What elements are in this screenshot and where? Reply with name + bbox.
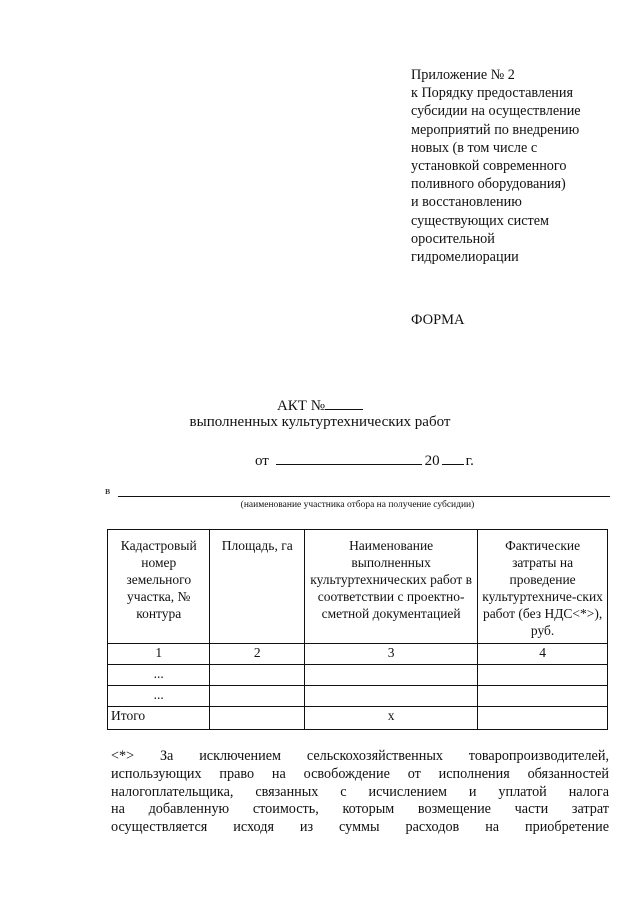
header-cadastral: Кадастровый номер земельного участка, № контура — [108, 530, 210, 644]
recipient-caption: (наименование участника отбора на получение субсидии) — [240, 500, 475, 510]
column-number: 2 — [210, 644, 305, 665]
column-number: 4 — [478, 644, 608, 665]
table-cell[interactable] — [478, 665, 608, 686]
total-label: Итого — [108, 707, 210, 730]
header-area: Площадь, га — [210, 530, 305, 644]
recipient-prefix: в — [105, 485, 111, 497]
total-works-cell: x — [305, 707, 478, 730]
appendix-line: субсидии на осуществление — [411, 103, 581, 120]
date-day-month-blank[interactable] — [276, 450, 422, 465]
date-suffix: г. — [465, 453, 474, 469]
act-subtitle: выполненных культуртехнических работ — [189, 414, 451, 430]
appendix-block — [411, 66, 621, 266]
table-cell[interactable]: ... — [108, 665, 210, 686]
table-cell[interactable] — [305, 686, 478, 707]
header-works: Наименование выполненных культуртехнических работ в соответствии с проектно-сметной документацией — [305, 530, 478, 644]
column-number: 1 — [108, 644, 210, 665]
act-title — [0, 395, 640, 415]
appendix-line: мероприятий по внедрению — [411, 121, 580, 138]
total-costs-cell[interactable] — [478, 707, 608, 730]
form-label: ФОРМА — [411, 312, 465, 328]
appendix-line: существующих систем — [411, 212, 550, 229]
table-cell[interactable] — [210, 686, 305, 707]
works-table — [107, 529, 608, 730]
column-number-row — [108, 644, 608, 665]
recipient-line — [105, 485, 610, 499]
act-date-line — [255, 450, 474, 470]
footnote-line: на добавленную стоимость, которым возмещение части затрат — [111, 801, 609, 818]
column-number: 3 — [305, 644, 478, 665]
footnote-line: осуществляется исходя из суммы расходов на приобретение — [111, 819, 609, 836]
appendix-line: к Порядку предоставления — [411, 85, 573, 102]
table-row — [108, 686, 608, 707]
table-cell[interactable] — [210, 665, 305, 686]
date-prefix: от — [255, 453, 269, 469]
table-row — [108, 665, 608, 686]
act-number-blank[interactable] — [325, 395, 363, 410]
total-area-cell[interactable] — [210, 707, 305, 730]
footnote — [111, 748, 609, 837]
appendix-line: гидромелиорации — [411, 249, 519, 266]
act-title-text: АКТ № — [276, 398, 326, 414]
header-costs: Фактические затраты на проведение культуртехниче-ских работ (без НДС<*>), руб. — [478, 530, 608, 644]
footnote-line: налогоплательщика, связанных с исчислением и уплатой налога — [111, 783, 609, 800]
date-year-blank[interactable] — [442, 450, 464, 465]
table-cell[interactable] — [478, 686, 608, 707]
appendix-line: поливного оборудования) — [411, 176, 566, 193]
footnote-line: <*> За исключением сельскохозяйственных товаропроизводителей, — [111, 748, 609, 764]
total-row — [108, 707, 608, 730]
recipient-blank[interactable] — [118, 496, 610, 497]
appendix-line: новых (в том числе с — [411, 139, 538, 156]
appendix-line: и восстановлению — [411, 194, 522, 211]
table-cell[interactable]: ... — [108, 686, 210, 707]
appendix-line: установкой современного — [411, 158, 567, 175]
date-year-prefix: 20 — [424, 453, 440, 469]
appendix-line: Приложение № 2 — [411, 67, 515, 83]
table-cell[interactable] — [305, 665, 478, 686]
appendix-line: оросительной — [411, 230, 495, 247]
footnote-line: использующих право на освобождение от исполнения обязанностей — [111, 765, 609, 782]
table-header-row — [108, 530, 608, 644]
